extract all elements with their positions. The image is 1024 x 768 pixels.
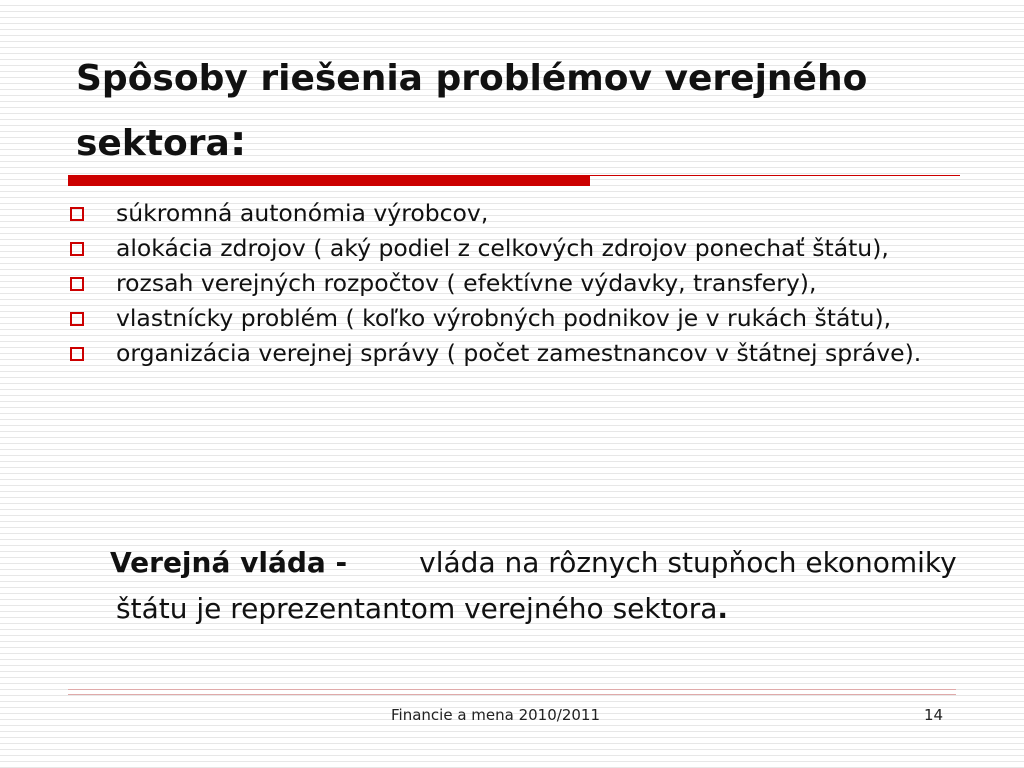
- footer-divider-bottom: [68, 694, 956, 695]
- bullet-item: [70, 198, 980, 229]
- footer-divider-top: [68, 689, 956, 690]
- hollow-square-bullet-icon: [70, 312, 84, 326]
- slide-title: [76, 48, 956, 175]
- hollow-square-bullet-icon: [70, 207, 84, 221]
- bullet-text: rozsah verejných rozpočtov ( efektívne výdavky, transfery),: [116, 269, 817, 297]
- hollow-square-bullet-icon: [70, 277, 84, 291]
- bullet-text: vlastnícky problém ( koľko výrobných podnikov je v rukách štátu),: [116, 304, 892, 332]
- bullet-text: organizácia verejnej správy ( počet zamestnancov v štátnej správe).: [116, 339, 922, 367]
- definition-period: .: [717, 592, 729, 625]
- definition-paragraph: [110, 540, 976, 632]
- hollow-square-bullet-icon: [70, 347, 84, 361]
- title-underline-thick: [68, 175, 590, 186]
- bullet-text: alokácia zdrojov ( aký podiel z celkových zdrojov ponechať štátu),: [116, 234, 889, 262]
- bullet-item: [70, 338, 980, 369]
- bullet-item: [70, 268, 980, 299]
- page-number: 14: [924, 706, 944, 724]
- bullet-list: [70, 198, 980, 373]
- bullet-item: [70, 233, 980, 264]
- bullet-text: súkromná autonómia výrobcov,: [116, 199, 489, 227]
- definition-term: Verejná vláda -: [110, 546, 348, 579]
- hollow-square-bullet-icon: [70, 242, 84, 256]
- title-underline-thin: [590, 175, 960, 176]
- footer-text: Financie a mena 2010/2011: [391, 706, 600, 724]
- definition-text: vláda na rôznych stupňoch ekonomiky štátu je reprezentantom verejného sektora: [116, 546, 957, 625]
- slide-title-colon: :: [229, 116, 247, 165]
- bullet-item: [70, 303, 980, 334]
- slide-title-text: Spôsoby riešenia problémov verejného sektora: [76, 58, 868, 164]
